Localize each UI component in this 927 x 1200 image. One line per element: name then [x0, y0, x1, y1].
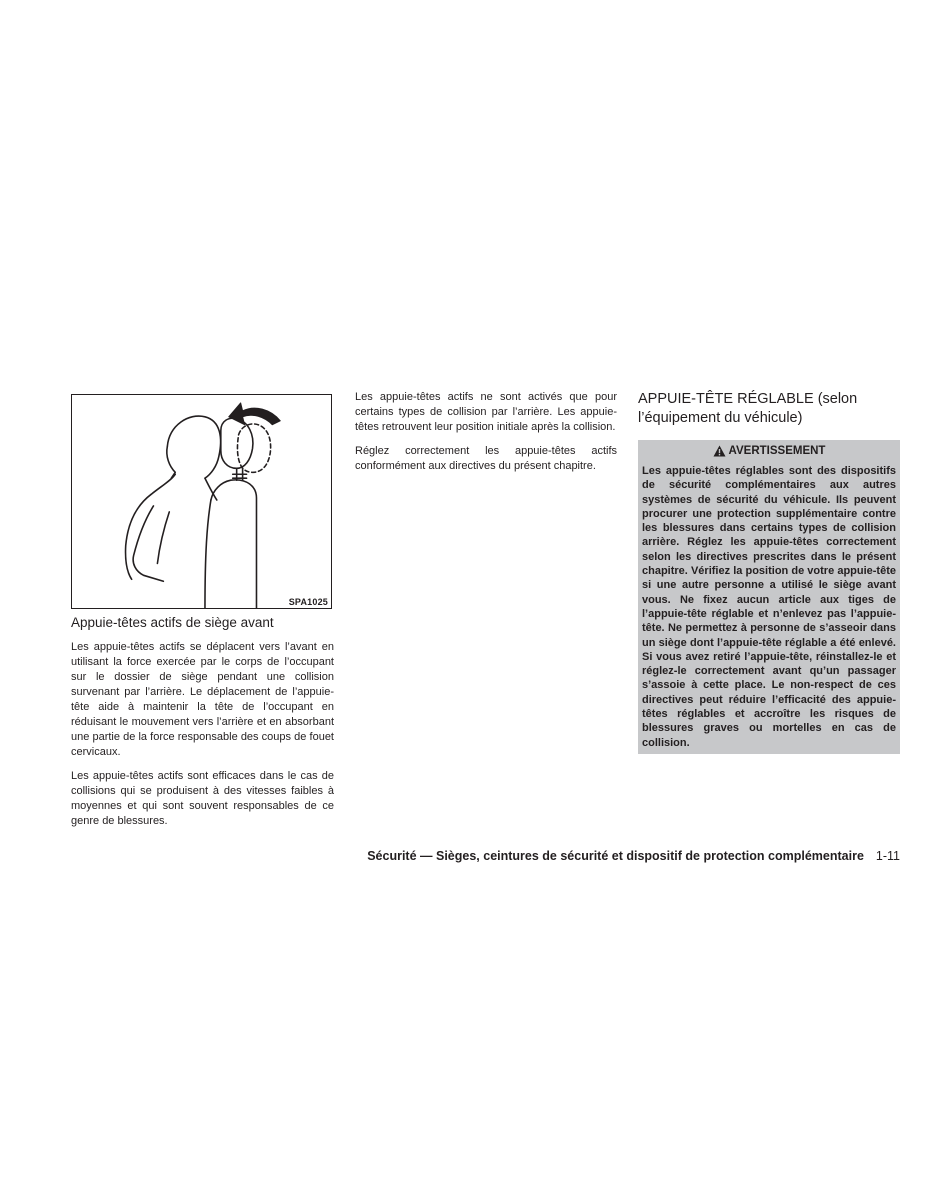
- page-footer: [100, 849, 900, 863]
- footer-section-title: Sécurité — Sièges, ceintures de sécurité et dispositif de protection complémentaire: [367, 849, 864, 863]
- warning-text: Les appuie-têtes réglables sont des dispositifs de sécurité complémentaires aux autres systèmes de sécurité du véhicule. Ils peuvent procurer une protection supplémentaire contre les blessures dans certains types de collision arrière. Réglez les appuie-têtes correctement selon les directives prescrites dans le présent chapitre. Vérifiez la position de votre appuie-tête si une autre personne a utilisé le siège avant vous. Ne fixez aucun article aux tiges de l’appuie-tête réglable et n’enlevez pas l’appuie-tête. Ne permettez à personne de s’asseoir dans un siège dont l’appuie-tête réglable a été enlevé. Si vous avez retiré l’appuie-tête, réinstallez-le et réglez-le correctement avant qu’un passager s’assoie à cette place. Le non-respect de ces directives peut réduire l’efficacité des appuie-têtes réglables et accroître les risques de blessures graves ou mortelles en cas de collision.: [642, 465, 896, 749]
- occupant-head: [167, 416, 220, 478]
- headrest-solid: [221, 418, 253, 468]
- forward-arrow-icon: [229, 403, 281, 425]
- paragraph: Les appuie-têtes actifs sont efficaces dans le cas de collisions qui se produisent à des vitesses faibles à moyennes et qui sont souvent responsables de ce genre de blessures.: [71, 770, 334, 827]
- seat-back: [211, 480, 257, 608]
- middle-column: [355, 390, 617, 483]
- figure-caption: Appuie-têtes actifs de siège avant: [71, 615, 274, 630]
- seat-occupant-drawing: [72, 395, 331, 608]
- warning-header: [642, 444, 896, 458]
- paragraph: Réglez correctement les appuie-têtes actifs conformément aux directives du présent chapitre.: [355, 445, 617, 472]
- left-column: [71, 614, 334, 838]
- page-number: 1-11: [875, 849, 900, 863]
- figure-code: SPA1025: [288, 597, 328, 607]
- headrest-dashed: [237, 424, 270, 472]
- headrest-illustration: [71, 394, 332, 609]
- paragraph: Les appuie-têtes actifs se déplacent vers l’avant en utilisant la force exercée par le corps de l’occupant sur le dossier de siège pendant une collision survenant par l’arrière. Le déplacement de l’appuie-tête aide à maintenir la tête de l’occupant en réduisant le mouvement vers l’arrière et en absorbant une partie de la force responsable des coups de fouet cervicaux.: [71, 641, 334, 758]
- warning-title: AVERTISSEMENT: [728, 445, 826, 457]
- section-heading: APPUIE-TÊTE RÉGLABLE (selon l’équipement du véhicule): [638, 391, 858, 426]
- warning-box: [638, 440, 900, 754]
- paragraph: Les appuie-têtes actifs ne sont activés que pour certains types de collision par l’arrière. Les appuie-têtes retrouvent leur position initiale après la collision.: [355, 391, 617, 433]
- warning-triangle-icon: [713, 445, 726, 457]
- occupant-arm: [133, 506, 163, 581]
- right-column: [638, 390, 900, 754]
